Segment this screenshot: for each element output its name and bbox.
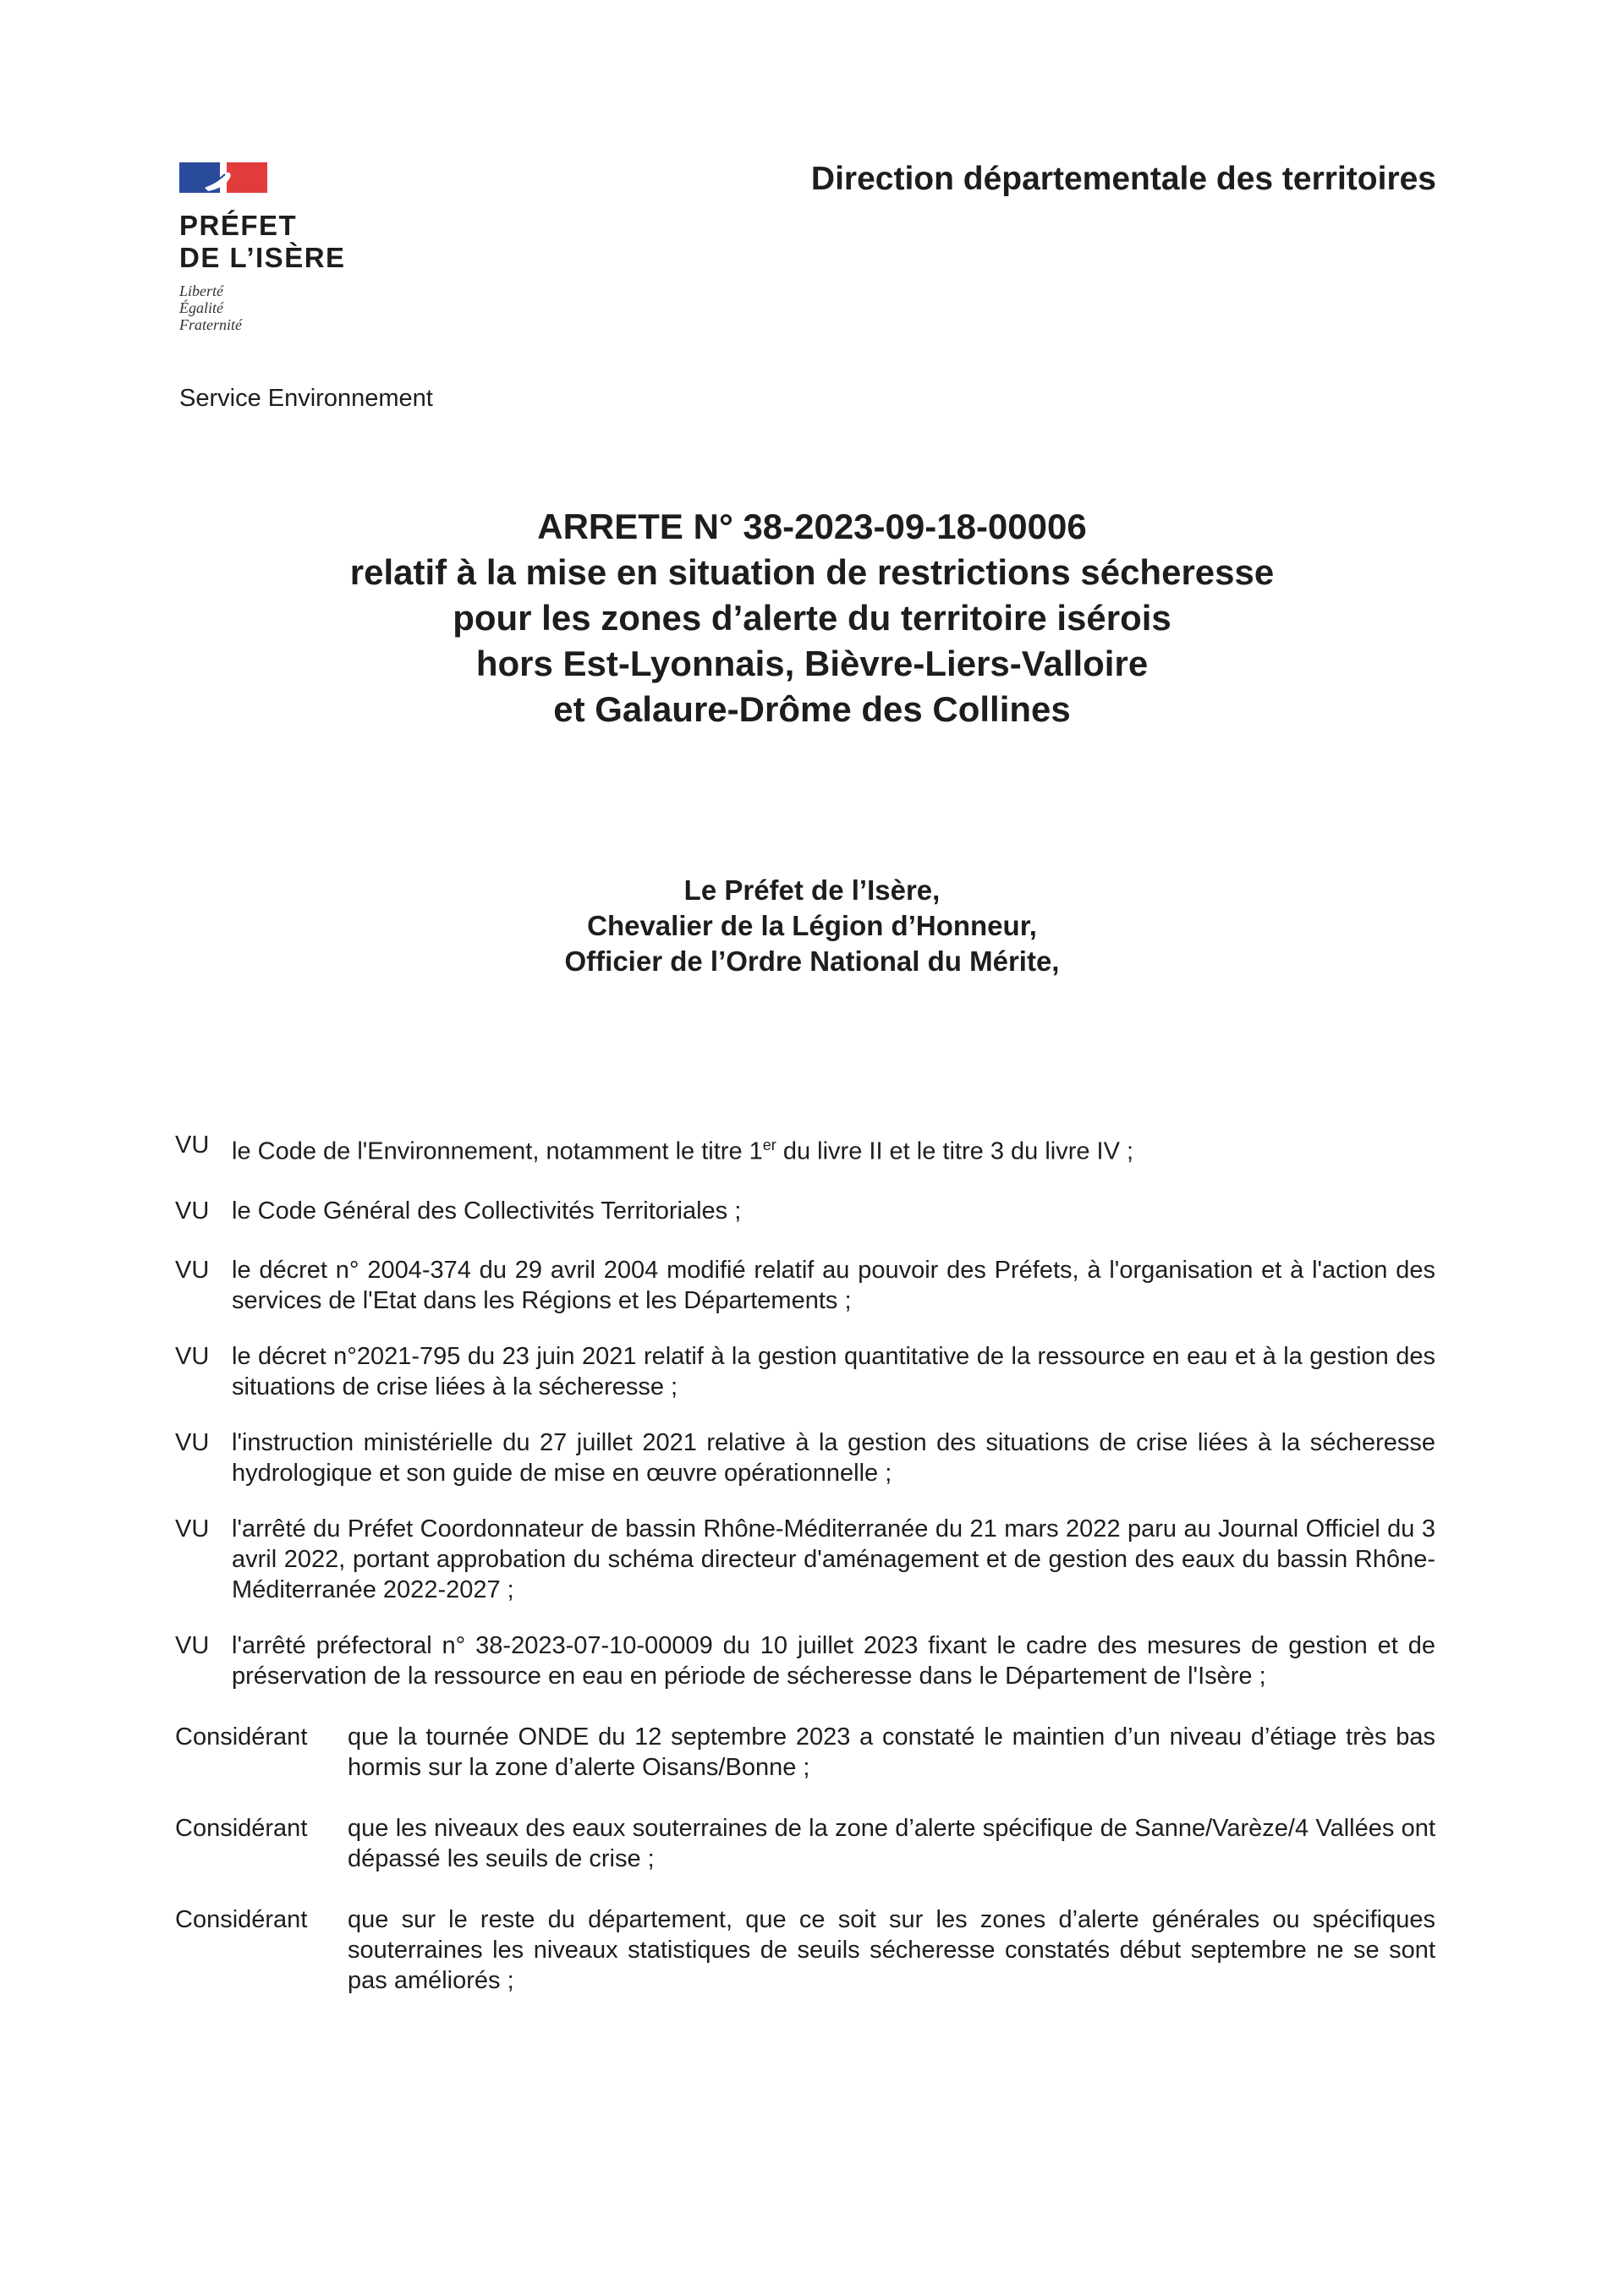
vu-label: VU bbox=[175, 1132, 210, 1159]
vu-label: VU bbox=[175, 1256, 210, 1284]
logo-title-line: DE L’ISÈRE bbox=[179, 242, 346, 273]
considerant-clause bbox=[175, 1813, 1435, 1874]
vu-clause bbox=[175, 1630, 1435, 1691]
title-line: hors Est-Lyonnais, Bièvre-Liers-Valloire bbox=[475, 644, 1149, 683]
clauses bbox=[175, 1130, 1435, 1996]
logo-title-line: PRÉFET bbox=[179, 210, 298, 241]
motto-line: Liberté bbox=[179, 282, 223, 299]
clause-text: l'arrêté préfectoral n° 38-2023-07-10-00009 du 10 juillet 2023 fixant le cadre des mesures de gestion et de préservation de la ressource en eau en période de sécheresse dans le Département de l'Isère ; bbox=[232, 1631, 1435, 1690]
clause-text-part: du livre II et le titre 3 du livre IV ; bbox=[776, 1137, 1134, 1165]
title-line: ARRETE N° 38-2023-09-18-00006 bbox=[537, 507, 1087, 546]
title-line: et Galaure-Drôme des Collines bbox=[553, 689, 1071, 729]
vu-clause bbox=[175, 1514, 1435, 1605]
considerant-label: Considérant bbox=[175, 1723, 308, 1751]
republic-motto bbox=[179, 282, 399, 333]
vu-label: VU bbox=[175, 1515, 210, 1543]
decree-title bbox=[0, 504, 1624, 732]
prefecture-logo bbox=[179, 162, 399, 333]
prefect-titles bbox=[0, 873, 1624, 979]
considerant-label: Considérant bbox=[175, 1814, 308, 1842]
direction-heading: Direction départementale des territoires bbox=[810, 161, 1436, 197]
considerant-label: Considérant bbox=[175, 1905, 308, 1933]
motto-line: Égalité bbox=[179, 299, 223, 316]
clause-text: l'instruction ministérielle du 27 juillet 2021 relative à la gestion des situations de crise liées à la sécheresse hydrologique et son guide de mise en œuvre opérationnelle ; bbox=[232, 1428, 1435, 1487]
prefect-line: Chevalier de la Légion d’Honneur, bbox=[587, 910, 1037, 941]
considerant-clause bbox=[175, 1722, 1435, 1783]
vu-clause bbox=[175, 1341, 1435, 1402]
vu-label: VU bbox=[175, 1197, 210, 1225]
prefect-line: Officier de l’Ordre National du Mérite, bbox=[564, 945, 1060, 977]
clause-superscript: er bbox=[762, 1137, 776, 1153]
title-line: relatif à la mise en situation de restrictions sécheresse bbox=[349, 552, 1275, 592]
vu-clause bbox=[175, 1255, 1435, 1316]
vu-clause bbox=[175, 1130, 1435, 1167]
vu-label: VU bbox=[175, 1342, 210, 1370]
clause-text: le décret n° 2004-374 du 29 avril 2004 modifié relatif au pouvoir des Préfets, à l'organisation et à l'action des services de l'Etat dans les Régions et les Départements ; bbox=[232, 1256, 1435, 1314]
clause-text bbox=[232, 1130, 1435, 1167]
marianne-flag-icon bbox=[179, 162, 267, 196]
service-name: Service Environnement bbox=[179, 385, 433, 412]
clause-text: le Code Général des Collectivités Territoriales ; bbox=[232, 1197, 742, 1225]
clause-text: l'arrêté du Préfet Coordonnateur de bassin Rhône-Méditerranée du 21 mars 2022 paru au Journal Officiel du 3 avril 2022, portant approbation du schéma directeur d'aménagement et de gestion des eaux du bassin Rhône-Méditerranée 2022-2027 ; bbox=[232, 1515, 1435, 1603]
clause-text-part: le Code de l'Environnement, notamment le titre 1 bbox=[232, 1137, 763, 1165]
vu-label: VU bbox=[175, 1428, 210, 1456]
clause-text: que les niveaux des eaux souterraines de la zone d’alerte spécifique de Sanne/Varèze/4 Vallées ont dépassé les seuils de crise ; bbox=[348, 1814, 1435, 1872]
vu-clause bbox=[175, 1427, 1435, 1488]
clause-text: que sur le reste du département, que ce soit sur les zones d’alerte générales ou spécifiques souterraines les niveaux statistiques de seuils sécheresse constatés début septembre ne se sont pas améliorés ; bbox=[348, 1905, 1435, 1994]
title-line: pour les zones d’alerte du territoire isérois bbox=[453, 598, 1171, 638]
vu-clause bbox=[175, 1196, 1435, 1226]
clause-text: que la tournée ONDE du 12 septembre 2023 a constaté le maintien d’un niveau d’étiage très bas hormis sur la zone d’alerte Oisans/Bonne ; bbox=[348, 1723, 1435, 1781]
considerant-clause bbox=[175, 1904, 1435, 1996]
clause-text: le décret n°2021-795 du 23 juin 2021 relatif à la gestion quantitative de la ressource en eau et à la gestion des situations de crise liées à la sécheresse ; bbox=[232, 1342, 1435, 1400]
vu-label: VU bbox=[175, 1631, 210, 1659]
logo-title bbox=[179, 210, 399, 274]
motto-line: Fraternité bbox=[179, 316, 242, 333]
prefect-line: Le Préfet de l’Isère, bbox=[683, 874, 941, 906]
